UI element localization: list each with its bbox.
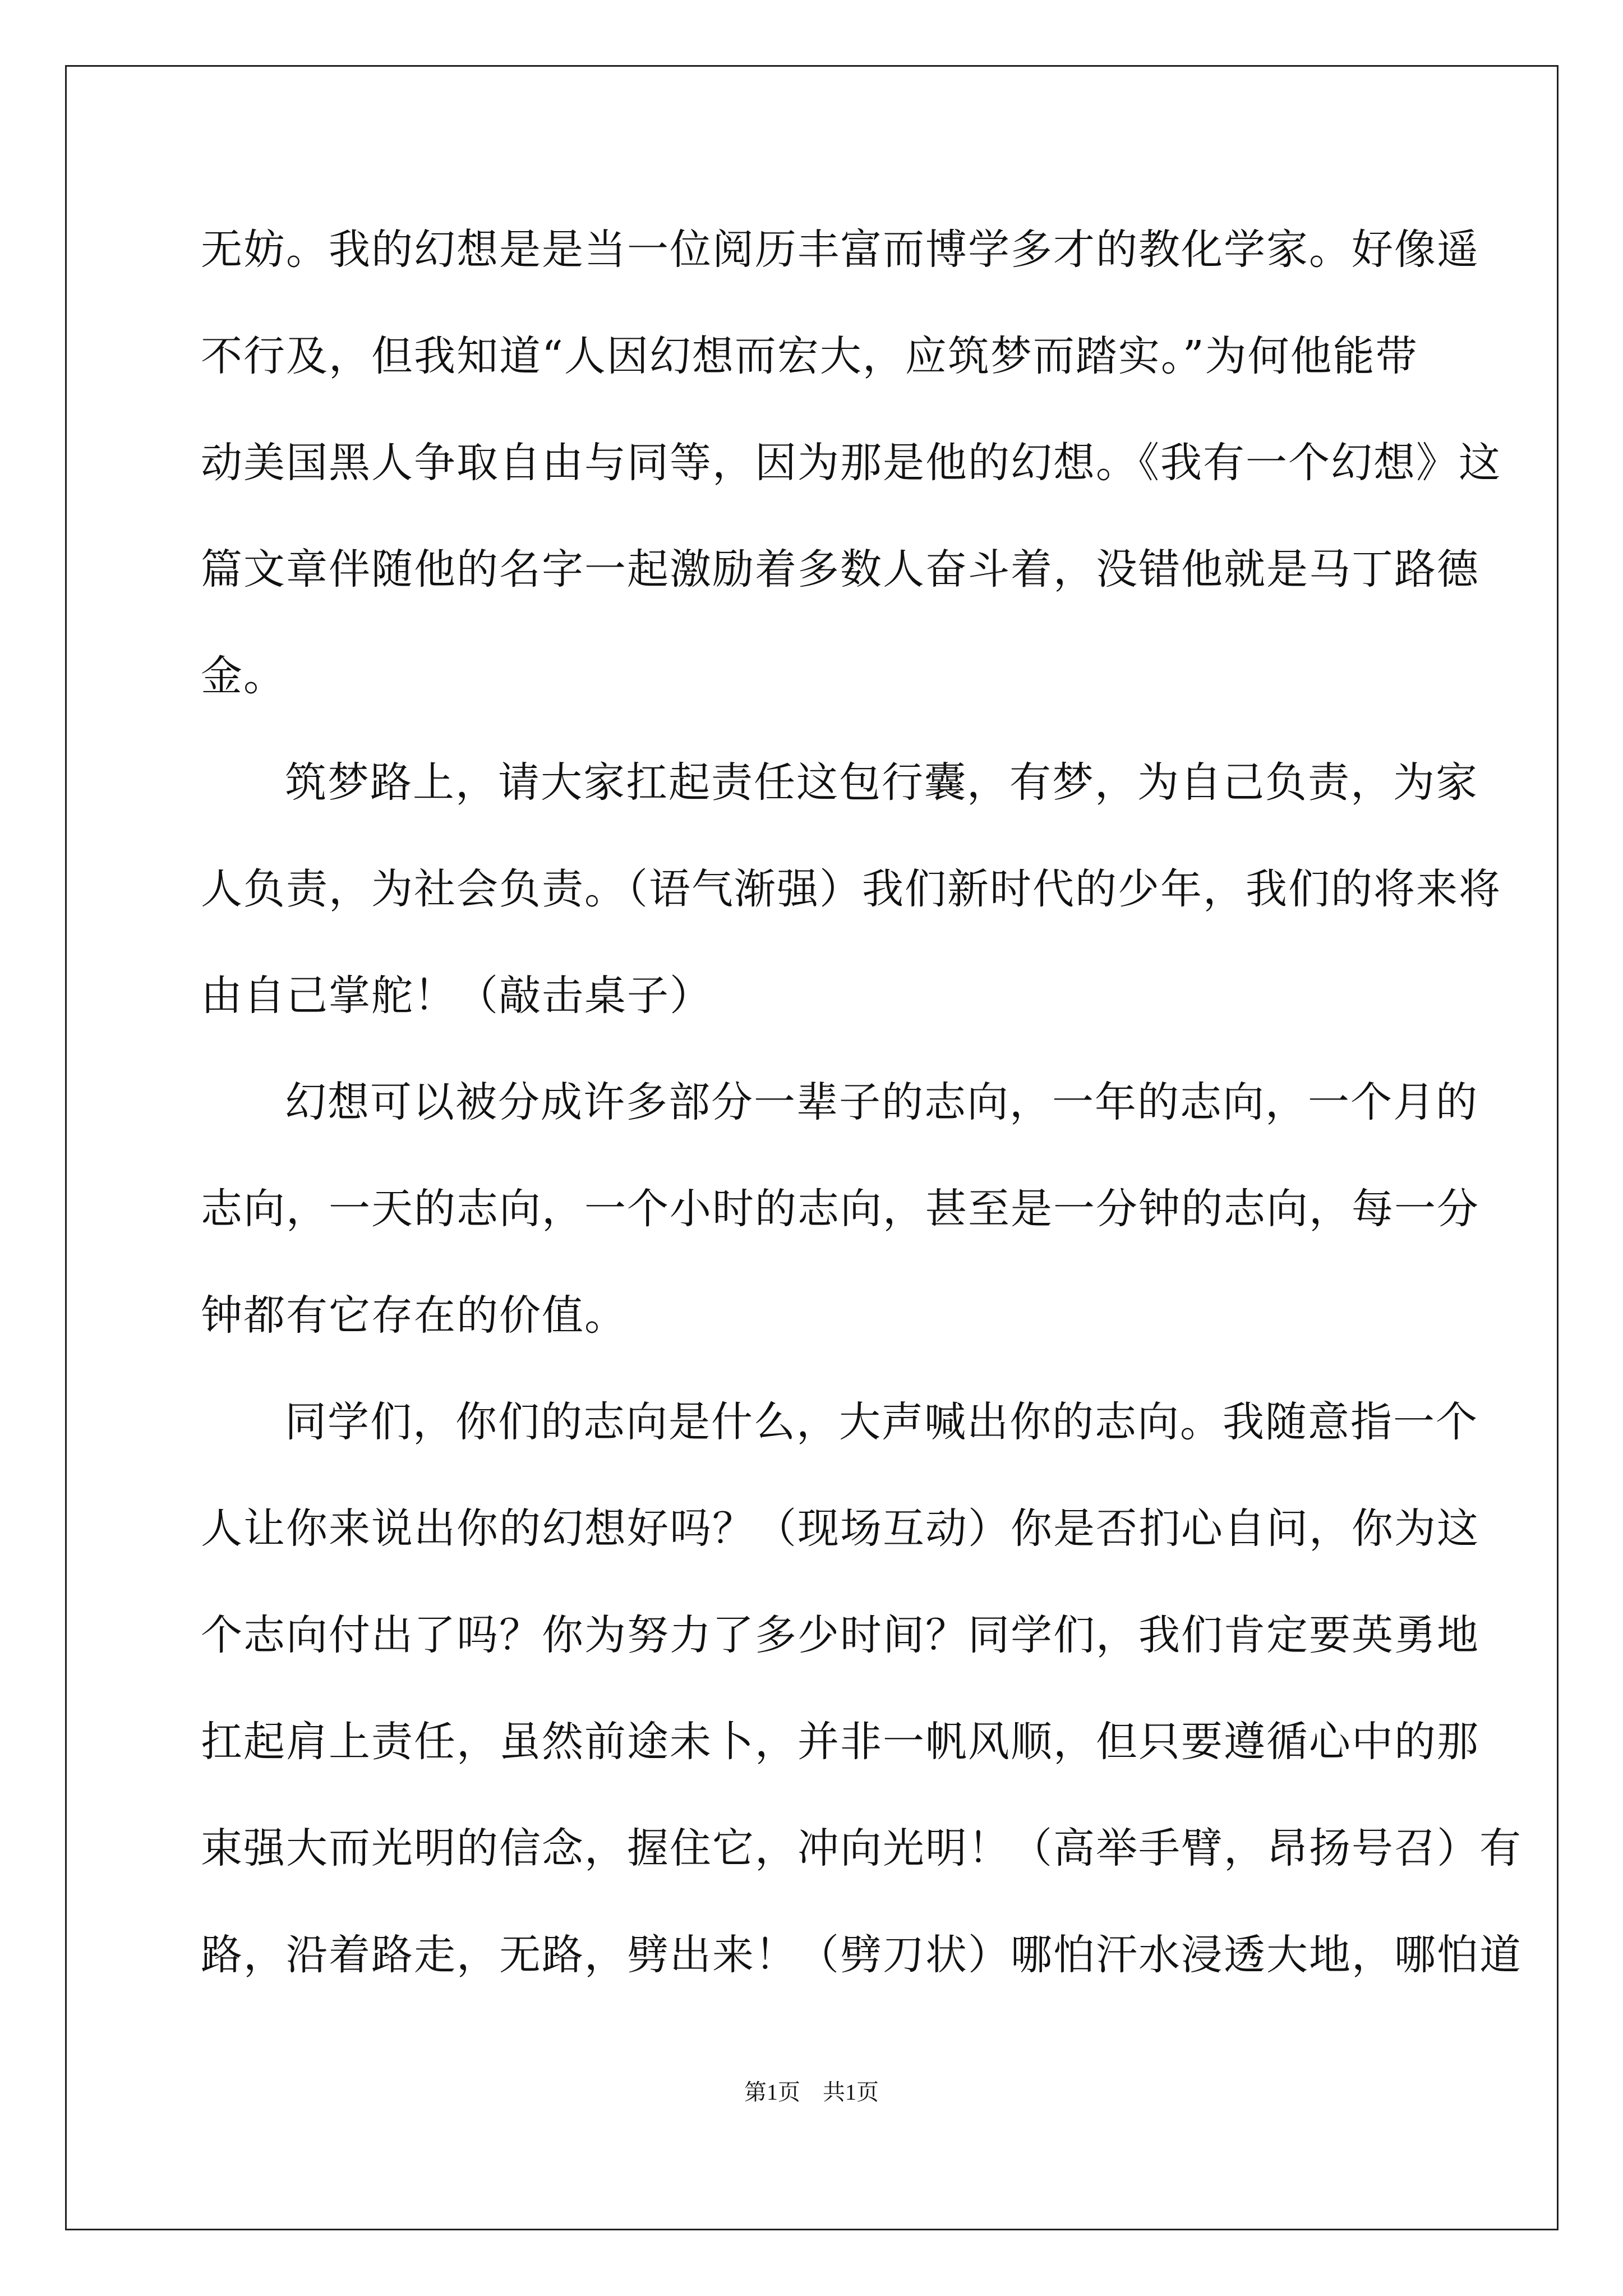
text-line: 由自己掌舵！（敲击桌子） bbox=[201, 972, 712, 1020]
text-line: 动美国黑人争取自由与同等，因为那是他的幻想。《我有一个幻想》这 bbox=[201, 439, 1501, 487]
text-line: 篇文章伴随他的名字一起激励着多数人奋斗着，没错他就是马丁路德 bbox=[201, 545, 1479, 593]
text-line: 束强大而光明的信念，握住它，冲向光明！（高举手臂，昂扬号召）有 bbox=[201, 1824, 1522, 1872]
paragraph-start-line: 同学们，你们的志向是什么，大声喊出你的志向。我随意指一个 bbox=[285, 1398, 1478, 1446]
text-line: 不行及，但我知道“人因幻想而宏大，应筑梦而踏实。”为何他能带 bbox=[201, 332, 1418, 380]
text-line: 扛起肩上责任，虽然前途未卜，并非一帆风顺，但只要遵循心中的那 bbox=[201, 1718, 1479, 1766]
text-line: 人让你来说出你的幻想好吗？（现场互动）你是否扪心自问，你为这 bbox=[201, 1504, 1479, 1553]
text-line: 个志向付出了吗？你为努力了多少时间？同学们，我们肯定要英勇地 bbox=[201, 1611, 1479, 1659]
text-line: 无妨。我的幻想是是当一位阅历丰富而博学多才的教化学家。好像遥 bbox=[201, 226, 1479, 274]
text-line: 钟都有它存在的价值。 bbox=[201, 1291, 627, 1340]
paragraph-start-line: 幻想可以被分成许多部分一辈子的志向，一年的志向，一个月的 bbox=[285, 1078, 1478, 1126]
text-line: 人负责，为社会负责。（语气渐强）我们新时代的少年，我们的将来将 bbox=[201, 865, 1501, 913]
page-footer: 第1页 共1页 bbox=[744, 2079, 879, 2105]
document-body bbox=[201, 210, 1522, 2022]
text-line: 金。 bbox=[201, 652, 286, 700]
paragraph-start-line: 筑梦路上，请大家扛起责任这包行囊，有梦，为自己负责，为家 bbox=[285, 758, 1478, 807]
text-line: 路，沿着路走，无路，劈出来！（劈刀状）哪怕汗水浸透大地，哪怕道 bbox=[201, 1931, 1522, 1979]
text-line: 志向，一天的志向，一个小时的志向，甚至是一分钟的志向，每一分 bbox=[201, 1185, 1479, 1233]
